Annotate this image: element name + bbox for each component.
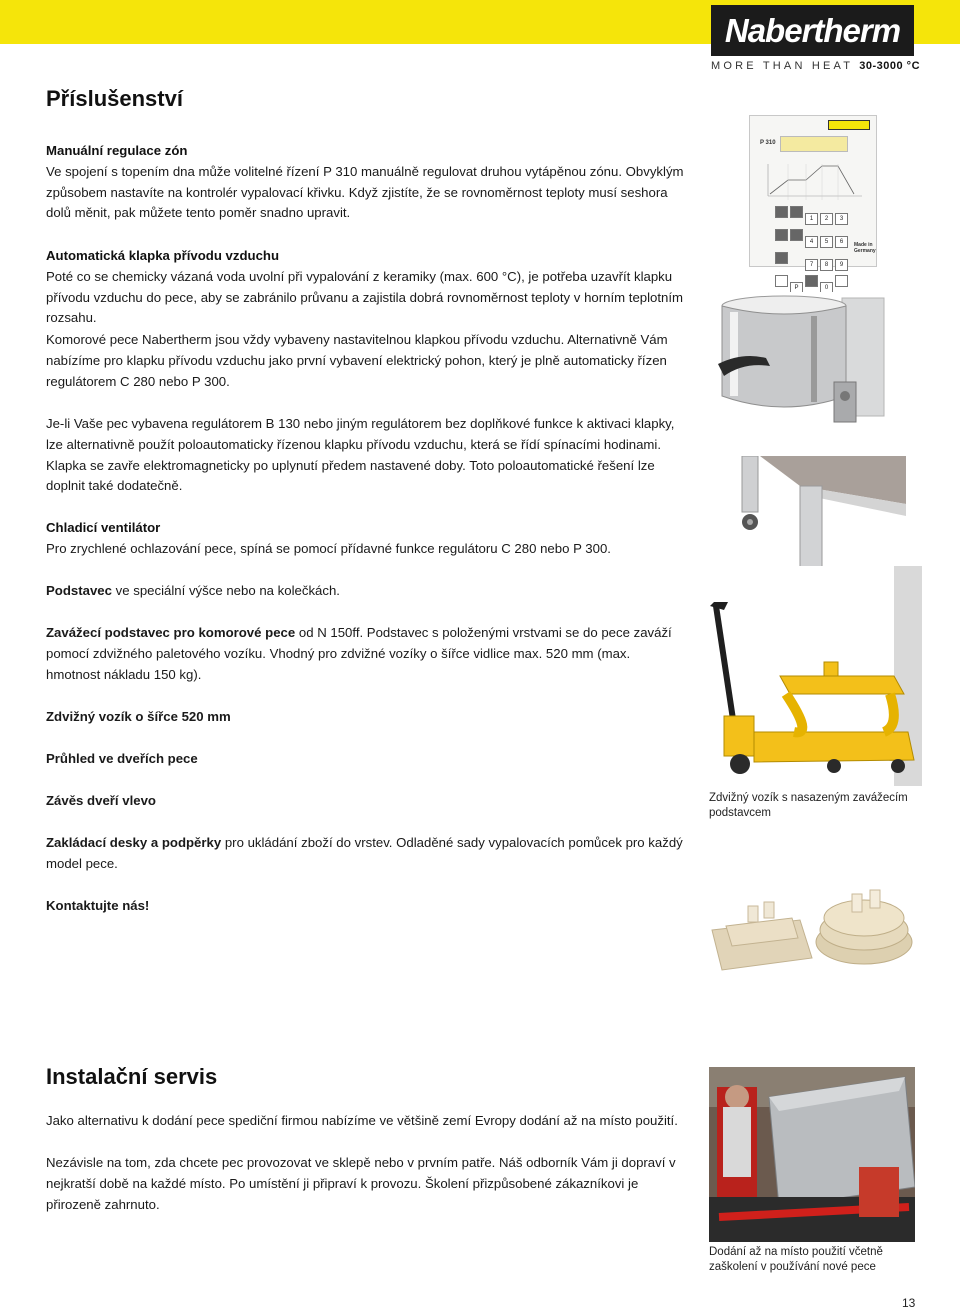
stand-bold: Podstavec	[46, 583, 112, 598]
manual-zone-text: Ve spojení s topením dna může volitelné řízení P 310 manuálně regulovat druhou vytápěnou zónu. Obvyklým způsobem nastavíte na kontrolér vypalovací křivku. Když zjistíte, že se rovnoměrnost teploty musí seshora dolů měnit, pak můžete tento poměr snadno upravit.	[46, 163, 684, 221]
delivery-caption: Dodání až na místo použití včetně zaškolení v používání nové pece	[709, 1246, 883, 1273]
kiln-plates-text	[46, 833, 686, 875]
kiln-plates-bold: Zakládací desky a podpěrky	[46, 835, 222, 850]
lift-truck-bold: Zdvižný vozík o šířce 520 mm	[46, 709, 231, 724]
function-key	[775, 206, 788, 218]
air-flap-text: Poté co se chemicky vázaná voda uvolní při vypalování z keramiky (max. 600 °C), je potřeba uzavřít klapku přívodu vzduchu do pece, aby se zabránilo průvanu a zajistila dobrá rovnoměrnost teploty v horním teplotním rozsahu.	[46, 268, 684, 326]
door-hinge-item	[46, 791, 686, 812]
tagline	[711, 60, 921, 72]
keypad-key: 6	[835, 236, 848, 248]
controller-brand-plate	[828, 120, 870, 130]
function-key	[805, 275, 818, 287]
sight-glass-bold: Průhled ve dveřích pece	[46, 751, 198, 766]
kiln-plates-rest: pro ukládání zboží do vrstev. Odladěné sady vypalovacích pomůcek pro každý model pece.	[46, 835, 683, 871]
lift-truck-item	[46, 707, 686, 728]
air-flap-image	[714, 292, 886, 438]
loading-stand-bold: Zavážecí podstavec pro komorové pece	[46, 625, 296, 640]
delivery-photo	[709, 1067, 915, 1242]
section-title-installation: Instalační servis	[46, 1064, 218, 1089]
installation-text-2: Nezávisle na tom, zda chcete pec provozovat ve sklepě nebo v prvním patře. Náš odborník Vám ji dopraví v nejkratší době na každé místo. Po umístění ji připraví k provozu. Školení přizpůsobené zákazníkovi je přirozeně zahrnuto.	[46, 1155, 676, 1212]
function-key	[790, 206, 803, 218]
p310-controller-image	[749, 115, 877, 291]
installation-text-1: Jako alternativu k dodání pece spediční firmou nabízíme ve většině zemí Evropy dodání až na místo použití.	[46, 1113, 678, 1128]
function-key	[835, 275, 848, 287]
function-key	[775, 252, 788, 264]
tagline-text: MORE THAN HEAT	[711, 60, 853, 72]
keypad-key: 1	[805, 213, 818, 225]
contact-bold: Kontaktujte nás!	[46, 898, 150, 913]
kiln-plates-image	[708, 880, 916, 972]
keypad-key: 3	[835, 213, 848, 225]
manual-zone-heading: Manuální regulace zón	[46, 143, 188, 158]
loading-stand-text	[46, 623, 686, 685]
cooling-fan-heading: Chladicí ventilátor	[46, 520, 161, 535]
nabertherm-logo	[711, 5, 914, 56]
loading-stand-rest: od N 150ff. Podstavec s položenými vrstvami se do pece zaváží pomocí zdvižného paletového vozíku. Vhodný pro zdvižné vozíky o šířce vidlice max. 520 mm (max. hmotnost nákladu 150 kg).	[46, 625, 672, 682]
section-title-accessories: Příslušenství	[46, 86, 183, 111]
logo-text: Nabertherm	[724, 11, 901, 49]
chamber-kiln-text: Komorové pece Nabertherm jsou vždy vybaveny nastavitelnou klapkou přívodu vzduchu. Alternativně Vám nabízíme pro klapku přívodu vzduchu jako první vybavení elektrický pohon, který je plně automaticky řízen regulátorem C 280 nebo P 300.	[46, 332, 668, 389]
keypad-key: P	[790, 282, 803, 294]
temperature-range: 30-3000 °C	[859, 60, 921, 72]
door-hinge-bold: Závěs dveří vlevo	[46, 793, 156, 808]
keypad-key: 5	[820, 236, 833, 248]
keypad-key: 8	[820, 259, 833, 271]
function-key	[775, 229, 788, 241]
controller-curve-icon	[762, 160, 866, 204]
air-flap-block	[46, 246, 686, 329]
function-key	[790, 229, 803, 241]
pallet-truck-image	[694, 566, 922, 786]
keypad-key: 7	[805, 259, 818, 271]
controller-model-label: P 310	[760, 140, 776, 146]
stand-rest: ve speciální výšce nebo na kolečkách.	[111, 583, 340, 598]
cooling-fan-text: Pro zrychlené ochlazování pece, spíná se pomocí přídavné funkce regulátoru C 280 nebo P 300.	[46, 540, 611, 556]
keypad-key: 9	[835, 259, 848, 271]
b130-text: Je-li Vaše pec vybavena regulátorem B 130 nebo jiným regulátorem bez doplňkové funkce k aktivaci klapky, lze alternativně použít poloautomaticky řízenou klapku přívodu vzduchu, která se řídí spínacími hodinami. Klapka se zavře elektromagneticky po uplynutí předem nastavené doby. Toto poloautomatické řešení lze doplnit také dodatečně.	[46, 416, 675, 494]
contact-us	[46, 896, 686, 917]
cooling-fan-block	[46, 518, 686, 560]
sight-glass-item	[46, 749, 686, 770]
keypad-key: 2	[820, 213, 833, 225]
stand-text	[46, 581, 686, 602]
page-number: 13	[902, 1296, 916, 1310]
manual-zone-block	[46, 141, 686, 224]
made-in-germany-label: Made in Germany	[854, 242, 876, 254]
function-key	[775, 275, 788, 287]
keypad-key: 0	[820, 282, 833, 294]
keypad-key: 4	[805, 236, 818, 248]
pallet-truck-caption: Zdvižný vozík s nasazeným zavážecím podstavcem	[709, 792, 908, 819]
controller-display	[780, 136, 848, 152]
air-flap-heading: Automatická klapka přívodu vzduchu	[46, 248, 280, 263]
controller-keypad	[774, 204, 852, 296]
